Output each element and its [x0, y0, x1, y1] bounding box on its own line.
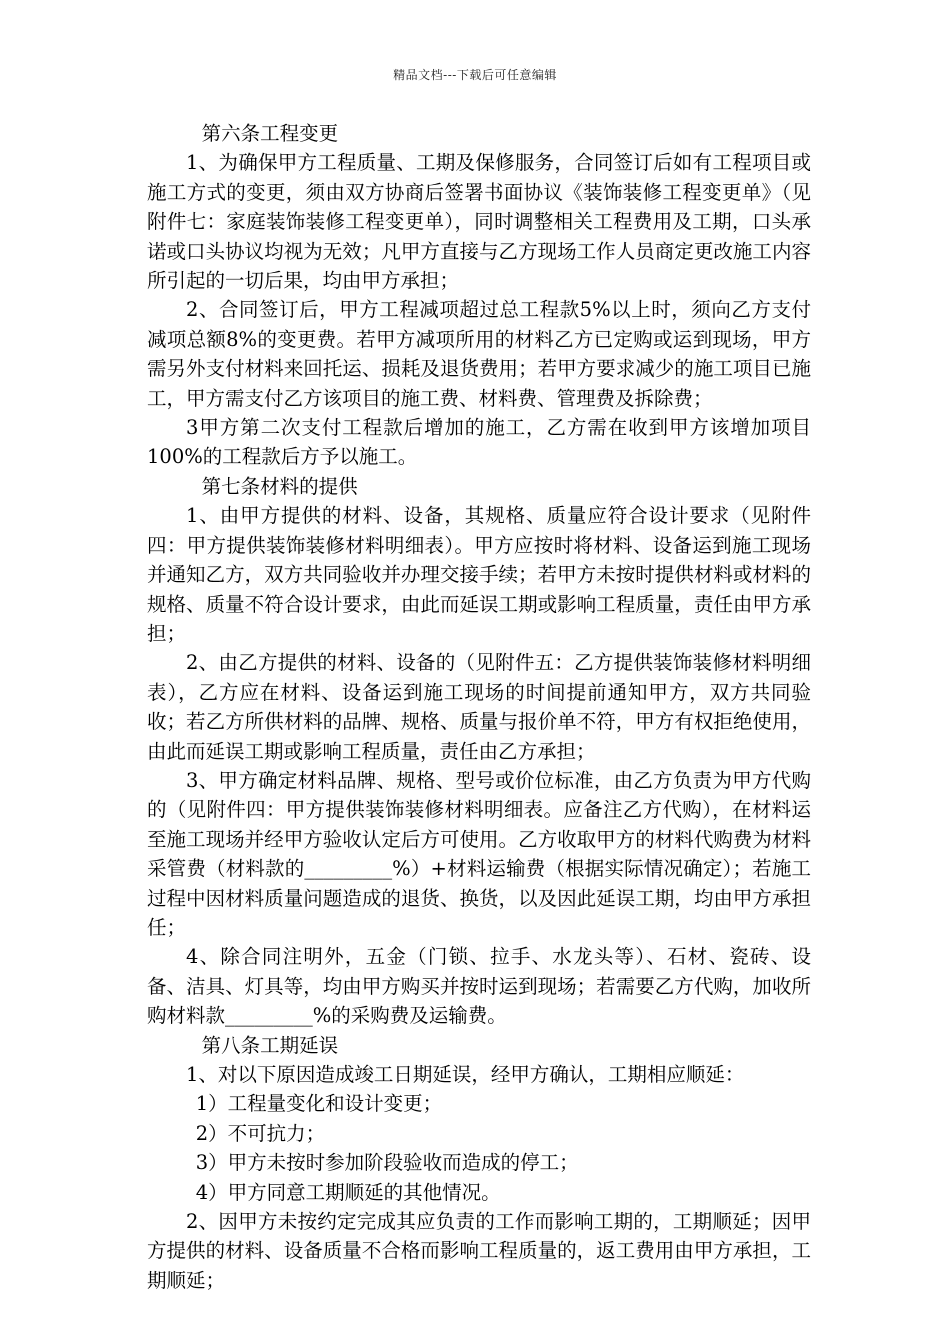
list-item: 3）甲方未按时参加阶段验收而造成的停工； — [195, 1151, 579, 1175]
paragraph: 2、因甲方未按约定完成其应负责的工作而影响工期的，工期顺延；因甲方提供的材料、设备质量不合格而影响工程质量的，返工费用由甲方承担，工期顺延； — [147, 1210, 811, 1292]
section-heading: 第八条工期延误 — [201, 1033, 339, 1057]
section-heading: 第七条材料的提供 — [201, 474, 358, 498]
document-body — [147, 119, 811, 1295]
page-header: 精品文档---下载后可任意编辑 — [393, 68, 557, 82]
paragraph: 1、为确保甲方工程质量、工期及保修服务，合同签订后如有工程项目或施工方式的变更，须由双方协商后签署书面协议《装饰装修工程变更单》（见附件七：家庭装饰装修工程变更单），同时调整相关工程费用及工期，口头承诺或口头协议均视为无效；凡甲方直接与乙方现场工作人员商定更改施工内容所引起的一切后果，均由甲方承担； — [147, 151, 811, 293]
paragraph: 1、由甲方提供的材料、设备，其规格、质量应符合设计要求（见附件四：甲方提供装饰装修材料明细表）。甲方应按时将材料、设备运到施工现场并通知乙方，双方共同验收并办理交接手续；若甲方未按时提供材料或材料的规格、质量不符合设计要求，由此而延误工期或影响工程质量，责任由甲方承担； — [147, 504, 811, 645]
list-item: 1）工程量变化和设计变更； — [195, 1092, 443, 1116]
paragraph: 1、对以下原因造成竣工日期延误，经甲方确认，工期相应顺延： — [186, 1063, 745, 1086]
paragraph: 4、除合同注明外，五金（门锁、拉手、水龙头等）、石材、瓷砖、设备、洁具、灯具等，均由甲方购买并按时运到现场；若需要乙方代购，加收所购材料款_________%的采购费及运输费。 — [147, 945, 811, 1028]
paragraph: 3、甲方确定材料品牌、规格、型号或价位标准，由乙方负责为甲方代购的（见附件四：甲方提供装饰装修材料明细表。应备注乙方代购），在材料运至施工现场并经甲方验收认定后方可使用。乙方收取甲方的材料代购费为材料采管费（材料款的_________%）+材料运输费（根据实际情况确定）；若施工过程中因材料质量问题造成的退货、换货，以及因此延误工期，均由甲方承担任； — [147, 768, 811, 939]
list-item: 2）不可抗力； — [195, 1121, 326, 1145]
section-heading: 第六条工程变更 — [201, 122, 339, 145]
paragraph: 3甲方第二次支付工程款后增加的施工，乙方需在收到甲方该增加项目100%的工程款后方予以施工。 — [147, 416, 811, 469]
paragraph: 2、由乙方提供的材料、设备的（见附件五：乙方提供装饰装修材料明细表），乙方应在材料、设备运到施工现场的时间提前通知甲方，双方共同验收；若乙方所供材料的品牌、规格、质量与报价单不符，甲方有权拒绝使用，由此而延误工期或影响工程质量，责任由乙方承担； — [147, 651, 811, 763]
list-item: 4）甲方同意工期顺延的其他情况。 — [195, 1180, 501, 1204]
paragraph: 2、合同签订后，甲方工程减项超过总工程款5%以上时，须向乙方支付减项总额8%的变更费。若甲方减项所用的材料乙方已定购或运到现场，甲方需另外支付材料来回托运、损耗及退货费用；若甲方要求减少的施工项目已施工，甲方需支付乙方该项目的施工费、材料费、管理费及拆除费； — [147, 298, 811, 410]
